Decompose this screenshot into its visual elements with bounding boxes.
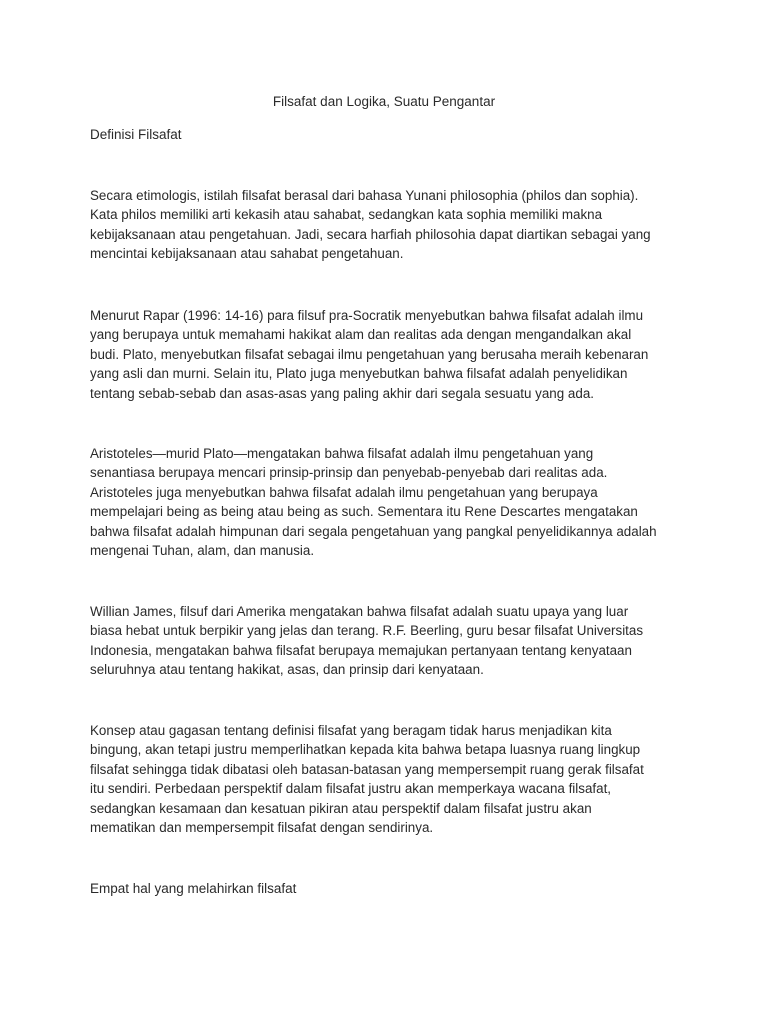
document-title: Filsafat dan Logika, Suatu Pengantar <box>272 94 496 109</box>
text-line: Aristoteles—murid Plato—mengatakan bahwa filsafat adalah ilmu pengetahuan yang <box>90 446 594 461</box>
section-heading-definition: Definisi Filsafat <box>90 127 182 142</box>
text-line: kebijaksanaan atau pengetahuan. Jadi, secara harfiah philosohia dapat diartikan sebagai yang <box>90 226 651 242</box>
paragraph-aristoteles <box>90 444 690 560</box>
text-line: Menurut Rapar (1996: 14-16) para filsuf pra-Socratik menyebutkan bahwa filsafat adalah ilmu <box>90 308 644 323</box>
paragraph-etymology <box>90 186 690 264</box>
text-line: senantiasa berupaya mencari prinsip-prinsip dan penyebab-penyebab dari realitas ada. <box>90 465 608 481</box>
text-line: tentang sebab-sebab dan asas-asas yang paling akhir dari segala sesuatu yang ada. <box>90 385 594 401</box>
text-line: bahwa filsafat adalah himpunan dari segala pengetahuan yang pangkal penyelidikannya adalah <box>90 523 657 539</box>
text-line: sedangkan kesamaan dan kesatuan pikiran atau perspektif dalam filsafat justru akan <box>90 800 592 816</box>
text-line: mempelajari being as being atau being as such. Sementara itu Rene Descartes mengatakan <box>90 504 638 520</box>
paragraph-rapar <box>90 306 690 403</box>
text-line: yang asli dan murni. Selain itu, Plato juga menyebutkan bahwa filsafat adalah penyelidikan <box>90 366 628 382</box>
text-line: Aristoteles juga menyebutkan bahwa filsafat adalah ilmu pengetahuan yang berupaya <box>90 484 598 500</box>
paragraph-concept <box>90 721 690 837</box>
text-line: biasa hebat untuk berpikir yang jelas dan terang. R.F. Beerling, guru besar filsafat Universitas <box>90 623 644 639</box>
text-line: Konsep atau gagasan tentang definisi filsafat yang beragam tidak harus menjadikan kita <box>90 723 612 738</box>
section-heading-origins: Empat hal yang melahirkan filsafat <box>90 881 297 896</box>
text-line: Indonesia, mengatakan bahwa filsafat berupaya memajukan pertanyaan tentang kenyataan <box>90 642 632 658</box>
text-line: Willian James, filsuf dari Amerika mengatakan bahwa filsafat adalah suatu upaya yang luar <box>90 604 629 619</box>
text-line: mematikan dan mempersempit filsafat dengan sendirinya. <box>90 820 434 836</box>
paragraph-james <box>90 602 690 680</box>
text-line: yang berupaya untuk memahami hakikat alam dan realitas ada dengan mengandalkan akal <box>90 327 632 343</box>
text-line: seluruhnya atau tentang hakikat, asas, dan prinsip dari kenyataan. <box>90 662 484 678</box>
text-line: itu sendiri. Perbedaan perspektif dalam filsafat justru akan memperkaya wacana filsafat, <box>90 781 612 797</box>
text-line: Kata philos memiliki arti kekasih atau sahabat, sedangkan kata sophia memiliki makna <box>90 207 603 223</box>
text-line: budi. Plato, menyebutkan filsafat sebagai ilmu pengetahuan yang berusaha meraih kebenaran <box>90 346 649 362</box>
text-line: bingung, akan tetapi justru memperlihatkan kepada kita bahwa betapa luasnya ruang lingkup <box>90 742 641 758</box>
text-line: mencintai kebijaksanaan atau sahabat pengetahuan. <box>90 246 404 262</box>
text-line: mengenai Tuhan, alam, dan manusia. <box>90 543 315 559</box>
text-line: filsafat sehingga tidak dibatasi oleh batasan-batasan yang mempersempit ruang gerak filsafat <box>90 761 644 777</box>
text-line: Secara etimologis, istilah filsafat berasal dari bahasa Yunani philosophia (philos dan sophia). <box>90 188 639 203</box>
